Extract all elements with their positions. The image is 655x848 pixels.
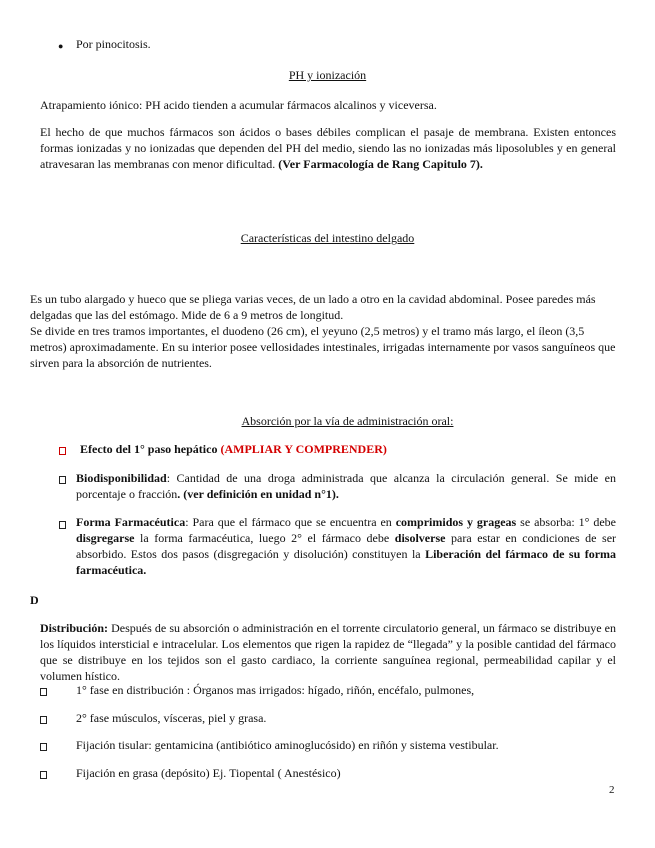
bullet-dot: ● [58,41,64,51]
distribution-item: Fijación tisular: gentamicina (antibiótico aminoglucósido) en riñón y sistema vestibular. [76,738,499,752]
bullet-text: Por pinocitosis. [76,37,151,51]
bioavailability-definition: : Cantidad de una droga administrada que alcanza la circulación general. Se mide en porcentaje o fracción [76,471,616,501]
square-bullet-icon [59,517,66,533]
page-number: 2 [609,784,615,796]
distribution-item: Fijación en grasa (depósito) Ej. Tiopental ( Anestésico) [76,766,341,780]
ph-paragraph-2-text: El hecho de que muchos fármacos son ácidos o bases débiles complican el pasaje de membrana. Existen entonces formas ionizadas y no ionizadas que dependen del PH del medio, siendo las no ionizadas más liposolubles y en general atravesaran las membranas con menor dificultad. [40,125,616,171]
square-bullet-icon [40,684,47,700]
form-bold-release: Liberación del fármaco de su forma farmacéutica. [76,547,617,577]
section-letter: D [30,593,39,607]
form-text-1: : Para que el fármaco que se encuentra en [185,515,392,529]
distribution-paragraph [40,620,616,684]
intestine-heading: Características del intestino delgado [240,231,415,245]
form-bold-dissolve: disolverse [394,531,446,545]
bioavailability-term: Biodisponibilidad [76,471,167,485]
form-text-4: para estar en condiciones de ser absorbido. Estos dos pasos (disgregación y disolución) constituyen la [76,531,617,561]
oral-item-hepatic-label: Efecto del 1° paso hepático [80,442,218,456]
square-bullet-icon [40,767,47,783]
oral-item-hepatic [80,441,620,457]
oral-item-hepatic-note: (AMPLIAR Y COMPRENDER) [220,442,387,456]
form-bold-tablets: comprimidos y grageas [395,515,517,529]
form-term: Forma Farmacéutica [76,515,186,529]
oral-item-bioavailability [76,470,616,502]
distribution-item: 2° fase músculos, vísceras, piel y grasa. [76,711,267,725]
ph-paragraph-2 [40,124,616,172]
distribution-item: 1° fase en distribución : Órganos mas irrigados: hígado, riñón, encéfalo, pulmones, [76,683,475,697]
form-text-3: la forma farmacéutica, luego 2° el fármaco debe [140,531,390,545]
intestine-paragraph-2: Se divide en tres tramos importantes, el duodeno (26 cm), el yeyuno (2,5 metros) y el tramo más largo, el íleon (3,5 metros) aproximadamente. En su interior posee vellosidades intestinales, irrigadas internamente por vasos sanguíneos que sirven para la absorción de nutrientes. [30,324,616,370]
ph-paragraph-1: Atrapamiento iónico: PH acido tienden a acumular fármacos alcalinos y viceversa. [40,98,437,112]
square-bullet-icon [59,472,66,488]
ph-heading: PH y ionización [288,68,367,82]
oral-heading: Absorción por la vía de administración oral: [241,414,454,428]
square-bullet-icon [40,739,47,755]
distribution-text: Después de su absorción o administración en el torrente circulatorio general, un fármaco se distribuye en los líquidos intersticial e intracelular. Los elementos que rigen la rapidez de “llegada” y la posible cantidad del fármaco que se distribuye en los tejidos son el gasto cardiaco, la corriente sanguínea regional, permeabilidad capilar y el volumen hístico. [40,621,617,683]
ph-paragraph-2-reference: (Ver Farmacología de Rang Capitulo 7). [278,157,483,171]
intestine-paragraph-1: Es un tubo alargado y hueco que se pliega varias veces, de un lado a otro en la cavidad abdominal. Posee paredes más delgadas que las del estómago. Mide de 6 a 9 metros de longitud. [30,292,596,322]
distribution-term: Distribución: [40,621,109,635]
form-bold-disintegrate: disgregarse [76,531,135,545]
oral-item-pharmaceutical-form [76,514,616,578]
square-bullet-icon [59,443,66,459]
bioavailability-reference: . (ver definición en unidad n°1). [177,487,339,501]
square-bullet-icon [40,712,47,728]
form-text-2: se absorba: 1° debe [520,515,617,529]
